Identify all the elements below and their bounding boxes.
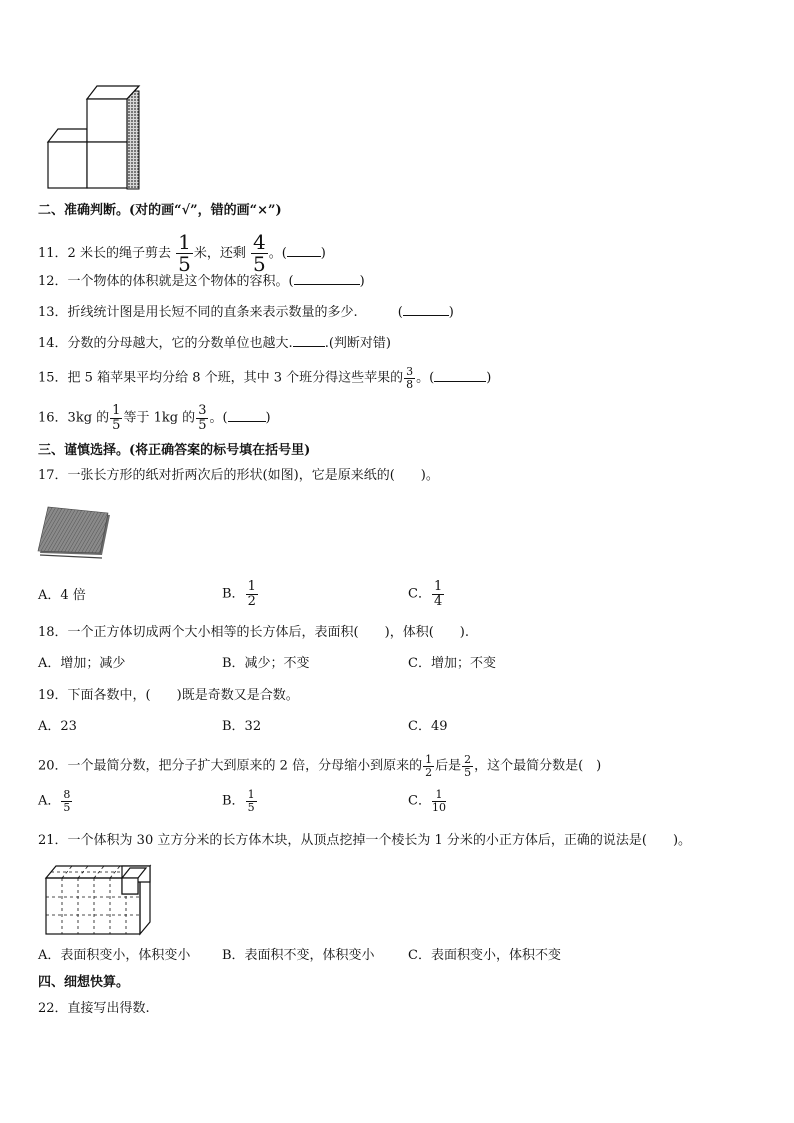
fraction: $\frac{3}{8}$ — [406, 365, 414, 391]
question-12: 12．一个物体的体积就是这个物体的容积。( ) — [38, 274, 365, 289]
question-11: 11．2 米长的绳子剪去 $\frac{1}{5}$ 米，还剩 $\frac{4}{5}$ 。( ) — [38, 230, 326, 276]
section-3-title: 三、谨慎选择。(将正确答案的标号填在括号里) — [38, 443, 311, 458]
question-22: 22．直接写出得数. — [38, 1001, 150, 1016]
q18-option-c[interactable]: C．增加；不变 — [408, 656, 496, 671]
question-18: 18．一个正方体切成两个大小相等的长方体后，表面积( )，体积( ). — [38, 625, 469, 640]
q21-option-c[interactable]: C．表面积变小，体积不变 — [408, 948, 561, 963]
answer-blank[interactable] — [293, 334, 325, 347]
question-17: 17．一张长方形的纸对折两次后的形状(如图)，它是原来纸的( )。 — [38, 468, 439, 483]
question-21: 21．一个体积为 30 立方分米的长方体木块，从顶点挖掉一个棱长为 1 分米的小正方体后，正确的说法是( )。 — [38, 833, 692, 848]
cube-side-face — [127, 91, 139, 189]
q21-option-a[interactable]: A．表面积变小，体积变小 — [38, 948, 191, 963]
cuboid-figure — [42, 860, 162, 940]
q17-option-b[interactable]: B． $\frac{1}{2}$ — [222, 579, 256, 609]
question-14: 14．分数的分母越大，它的分数单位也越大. .(判断对错) — [38, 336, 391, 351]
question-19: 19．下面各数中，( )既是奇数又是合数。 — [38, 688, 299, 703]
q18-option-a[interactable]: A．增加；减少 — [38, 656, 126, 671]
q20-option-a[interactable]: A． $\frac{8}{5}$ — [38, 788, 71, 814]
answer-blank[interactable] — [228, 409, 266, 422]
q17-option-c[interactable]: C． $\frac{1}{4}$ — [408, 579, 443, 609]
fraction: $\frac{4}{5}$ — [252, 230, 266, 276]
q19-option-b[interactable]: B．32 — [222, 719, 262, 734]
answer-blank[interactable] — [294, 272, 360, 285]
question-16: 16．3kg 的 $\frac{1}{5}$ 等于 1kg 的 $\frac{3}{5}$ 。( ) — [38, 403, 271, 433]
section-4-title: 四、细想快算。 — [38, 975, 130, 990]
q19-option-a[interactable]: A．23 — [38, 719, 77, 734]
answer-blank[interactable] — [434, 369, 486, 382]
q17-option-a[interactable]: A．4 倍 — [38, 588, 86, 603]
section-2-title: 二、准确判断。(对的画“√”，错的画“×”) — [38, 203, 282, 218]
q18-option-b[interactable]: B．减少；不变 — [222, 656, 310, 671]
answer-blank[interactable] — [287, 244, 321, 257]
question-20: 20．一个最简分数，把分子扩大到原来的 2 倍，分母缩小到原来的 $\frac{1}{2}$ 后是 $\frac{2}{5}$ ，这个最简分数是( ) — [38, 753, 602, 779]
q21-option-b[interactable]: B．表面积不变，体积变小 — [222, 948, 375, 963]
q19-option-c[interactable]: C．49 — [408, 719, 448, 734]
question-15: 15．把 5 箱苹果平均分给 8 个班，其中 3 个班分得这些苹果的 $\frac{3}{8}$ 。( ) — [38, 365, 492, 391]
q20-option-b[interactable]: B． $\frac{1}{5}$ — [222, 788, 255, 814]
answer-blank[interactable] — [403, 303, 449, 316]
cube-stack-figure — [44, 84, 144, 194]
q20-option-c[interactable]: C． $\frac{1}{10}$ — [408, 788, 446, 814]
fraction: $\frac{3}{5}$ — [198, 403, 207, 433]
folded-paper-figure — [36, 505, 116, 560]
question-13: 13．折线统计图是用长短不同的直条来表示数量的多少. ( ) — [38, 305, 454, 320]
fraction: $\frac{1}{5}$ — [112, 403, 121, 433]
fraction: $\frac{1}{5}$ — [178, 230, 191, 276]
